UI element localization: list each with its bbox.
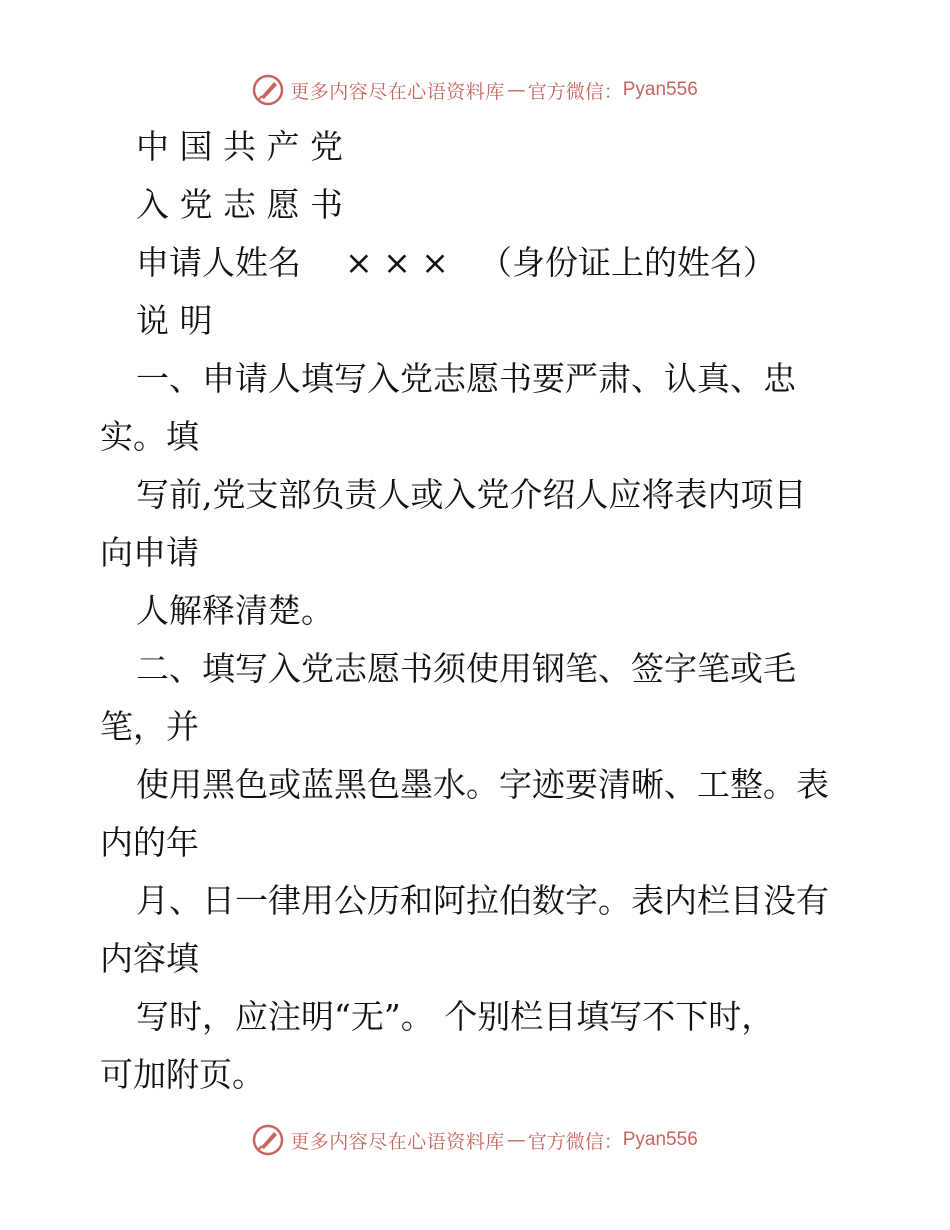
watermark-text: 更多内容尽在心语资料库	[290, 80, 505, 103]
name-label: 申请人姓名	[136, 243, 301, 282]
paragraph-line: 使用黑色或蓝黑色墨水。字迹要清晰、工整。表	[136, 765, 829, 804]
document-body	[100, 118, 880, 1104]
watermark-footer	[0, 1120, 950, 1160]
paragraph-line: 一、申请人填写入党志愿书要严肃、认真、忠	[136, 359, 796, 398]
applicant-name-row	[100, 234, 880, 292]
watermark-contact: 官方微信：	[527, 1130, 623, 1153]
watermark-separator: —	[506, 79, 526, 101]
paragraph-line: 实。填	[100, 417, 199, 456]
watermark-handle: Pyan556	[622, 1129, 698, 1150]
document-title: 入 党 志 愿 书	[136, 185, 343, 224]
watermark-text: 更多内容尽在心语资料库	[290, 1130, 505, 1153]
notes-heading: 说 明	[136, 301, 213, 340]
paragraph-line: 写前,党支部负责人或入党介绍人应将表内项目	[136, 475, 807, 514]
watermark-header	[0, 70, 950, 110]
paragraph-line: 写时，应注明“无”。 个别栏目填写不下时，	[136, 997, 775, 1036]
paragraph-line: 笔，并	[100, 707, 199, 746]
paragraph-line: 向申请	[100, 533, 199, 572]
pen-logo-icon	[252, 1124, 284, 1156]
name-note: （身份证上的姓名）	[478, 243, 776, 282]
paragraph-line: 内容填	[100, 939, 199, 978]
watermark-separator: —	[506, 1129, 526, 1151]
name-value: × × ×	[345, 243, 449, 282]
pen-logo-icon	[252, 74, 284, 106]
watermark-handle: Pyan556	[622, 79, 698, 100]
paragraph-line: 月、日一律用公历和阿拉伯数字。表内栏目没有	[136, 881, 829, 920]
paragraph-line: 内的年	[100, 823, 199, 862]
org-name: 中 国 共 产 党	[136, 127, 343, 166]
paragraph-line: 可加附页。	[100, 1055, 265, 1094]
paragraph-line: 二、填写入党志愿书须使用钢笔、签字笔或毛	[136, 649, 796, 688]
paragraph-line: 人解释清楚。	[136, 591, 334, 630]
watermark-contact: 官方微信：	[527, 80, 623, 103]
